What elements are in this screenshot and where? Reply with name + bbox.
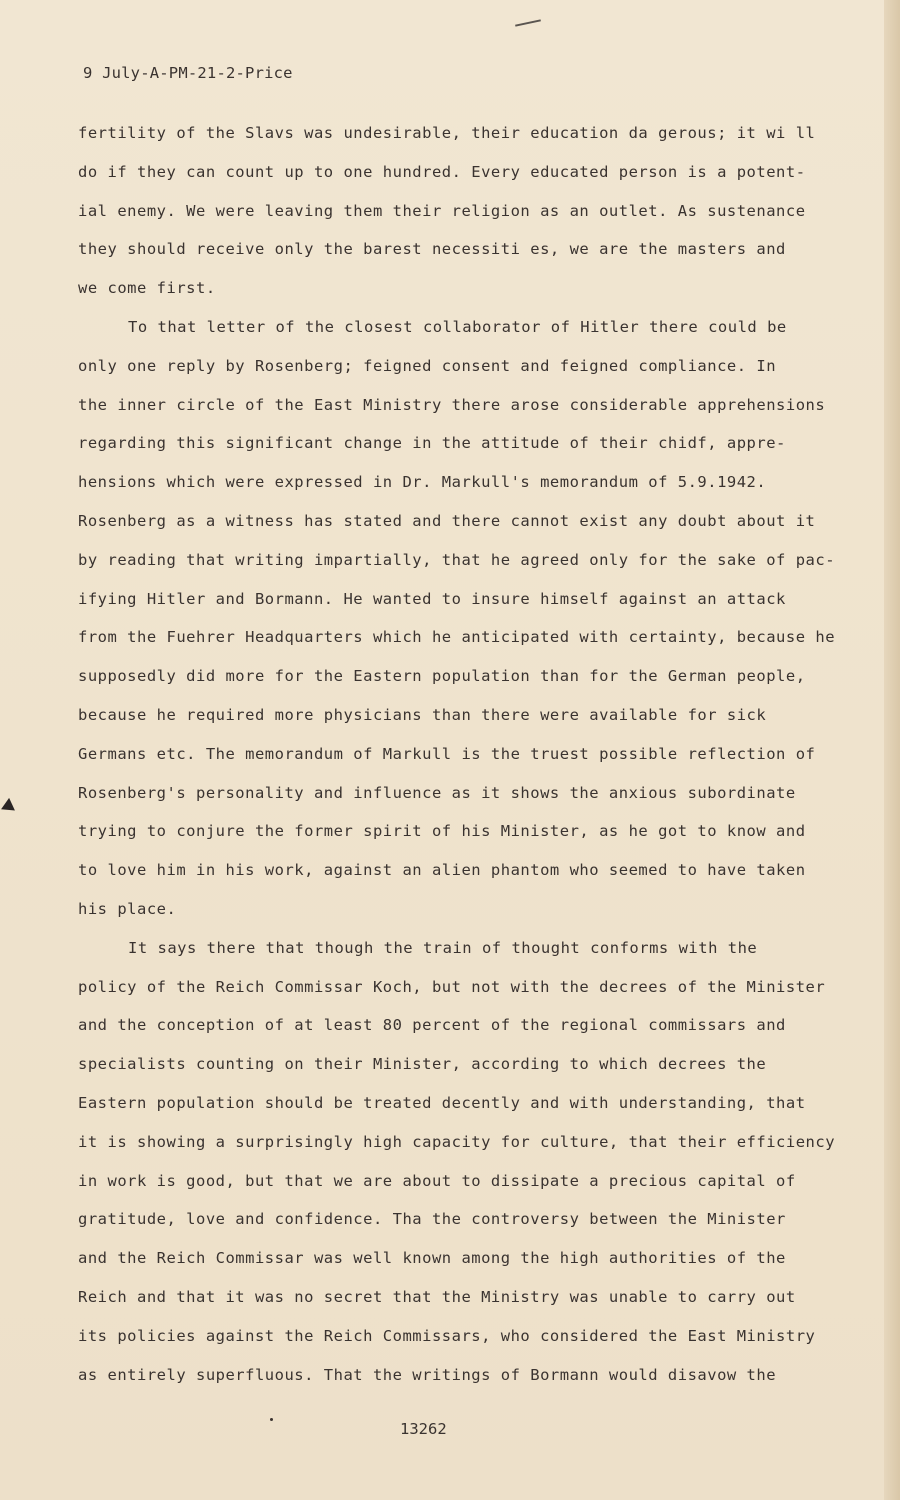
text-line: To that letter of the closest collaborator of Hitler there could be [128,317,787,336]
text-line: only one reply by Rosenberg; feigned consent and feigned compliance. In [78,356,777,375]
text-line: to love him in his work, against an alien phantom who seemed to have taken [78,861,806,880]
text-line: it is showing a surprisingly high capacity for culture, that their efficiency [78,1132,836,1151]
text-line: they should receive only the barest necessiti es, we are the masters and [78,240,786,259]
text-line: ifying Hitler and Bormann. He wanted to insure himself against an attack [78,589,786,608]
text-line: Eastern population should be treated decently and with understanding, that [78,1093,806,1112]
document-reference: 9 July-A-PM-21-2-Price [83,64,293,82]
text-line: do if they can count up to one hundred. Every educated person is a potent- [78,162,806,181]
text-line: It says there that though the train of thought conforms with the [128,938,758,957]
text-line: because he required more physicians than there were available for sick [78,705,767,724]
text-line: as entirely superfluous. That the writings of Bormann would disavow the [78,1365,777,1384]
text-line: fertility of the Slavs was undesirable, their education da gerous; it wi ll [78,124,816,142]
text-line: we come first. [78,279,216,298]
text-line: its policies against the Reich Commissars, who considered the East Ministry [78,1326,816,1345]
text-line: ial enemy. We were leaving them their religion as an outlet. As sustenance [78,201,806,220]
text-line: Germans etc. The memorandum of Markull is the truest possible reflection of [78,744,816,763]
text-line: by reading that writing impartially, that he agreed only for the sake of pac- [78,550,836,569]
pen-mark [515,19,541,26]
document-body [78,114,838,1394]
text-line: Reich and that it was no secret that the Ministry was unable to carry out [78,1287,796,1306]
page-number: 13262 [400,1420,447,1438]
text-line: trying to conjure the former spirit of his Minister, as he got to know and [78,822,806,841]
text-line: policy of the Reich Commissar Koch, but not with the decrees of the Minister [78,977,826,996]
page-edge [884,0,900,1500]
text-line: Rosenberg as a witness has stated and there cannot exist any doubt about it [78,511,816,530]
margin-mark [1,798,19,816]
text-line: regarding this significant change in the attitude of their chidf, appre- [78,434,786,453]
text-line: hensions which were expressed in Dr. Markull's memorandum of 5.9.1942. [78,473,767,492]
text-line: and the conception of at least 80 percent of the regional commissars and [78,1016,786,1035]
text-line: from the Fuehrer Headquarters which he anticipated with certainty, because he [78,628,836,647]
text-line: gratitude, love and confidence. Tha the controversy between the Minister [78,1210,786,1229]
text-line: supposedly did more for the Eastern population than for the German people, [78,667,806,686]
text-line: and the Reich Commissar was well known among the high authorities of the [78,1249,786,1268]
text-line: in work is good, but that we are about to dissipate a precious capital of [78,1171,796,1190]
ink-dot [270,1418,273,1421]
text-line: Rosenberg's personality and influence as it shows the anxious subordinate [78,783,796,802]
text-line: specialists counting on their Minister, according to which decrees the [78,1055,767,1074]
text-line: his place. [78,899,177,918]
text-line: the inner circle of the East Ministry there arose considerable apprehensions [78,395,826,414]
